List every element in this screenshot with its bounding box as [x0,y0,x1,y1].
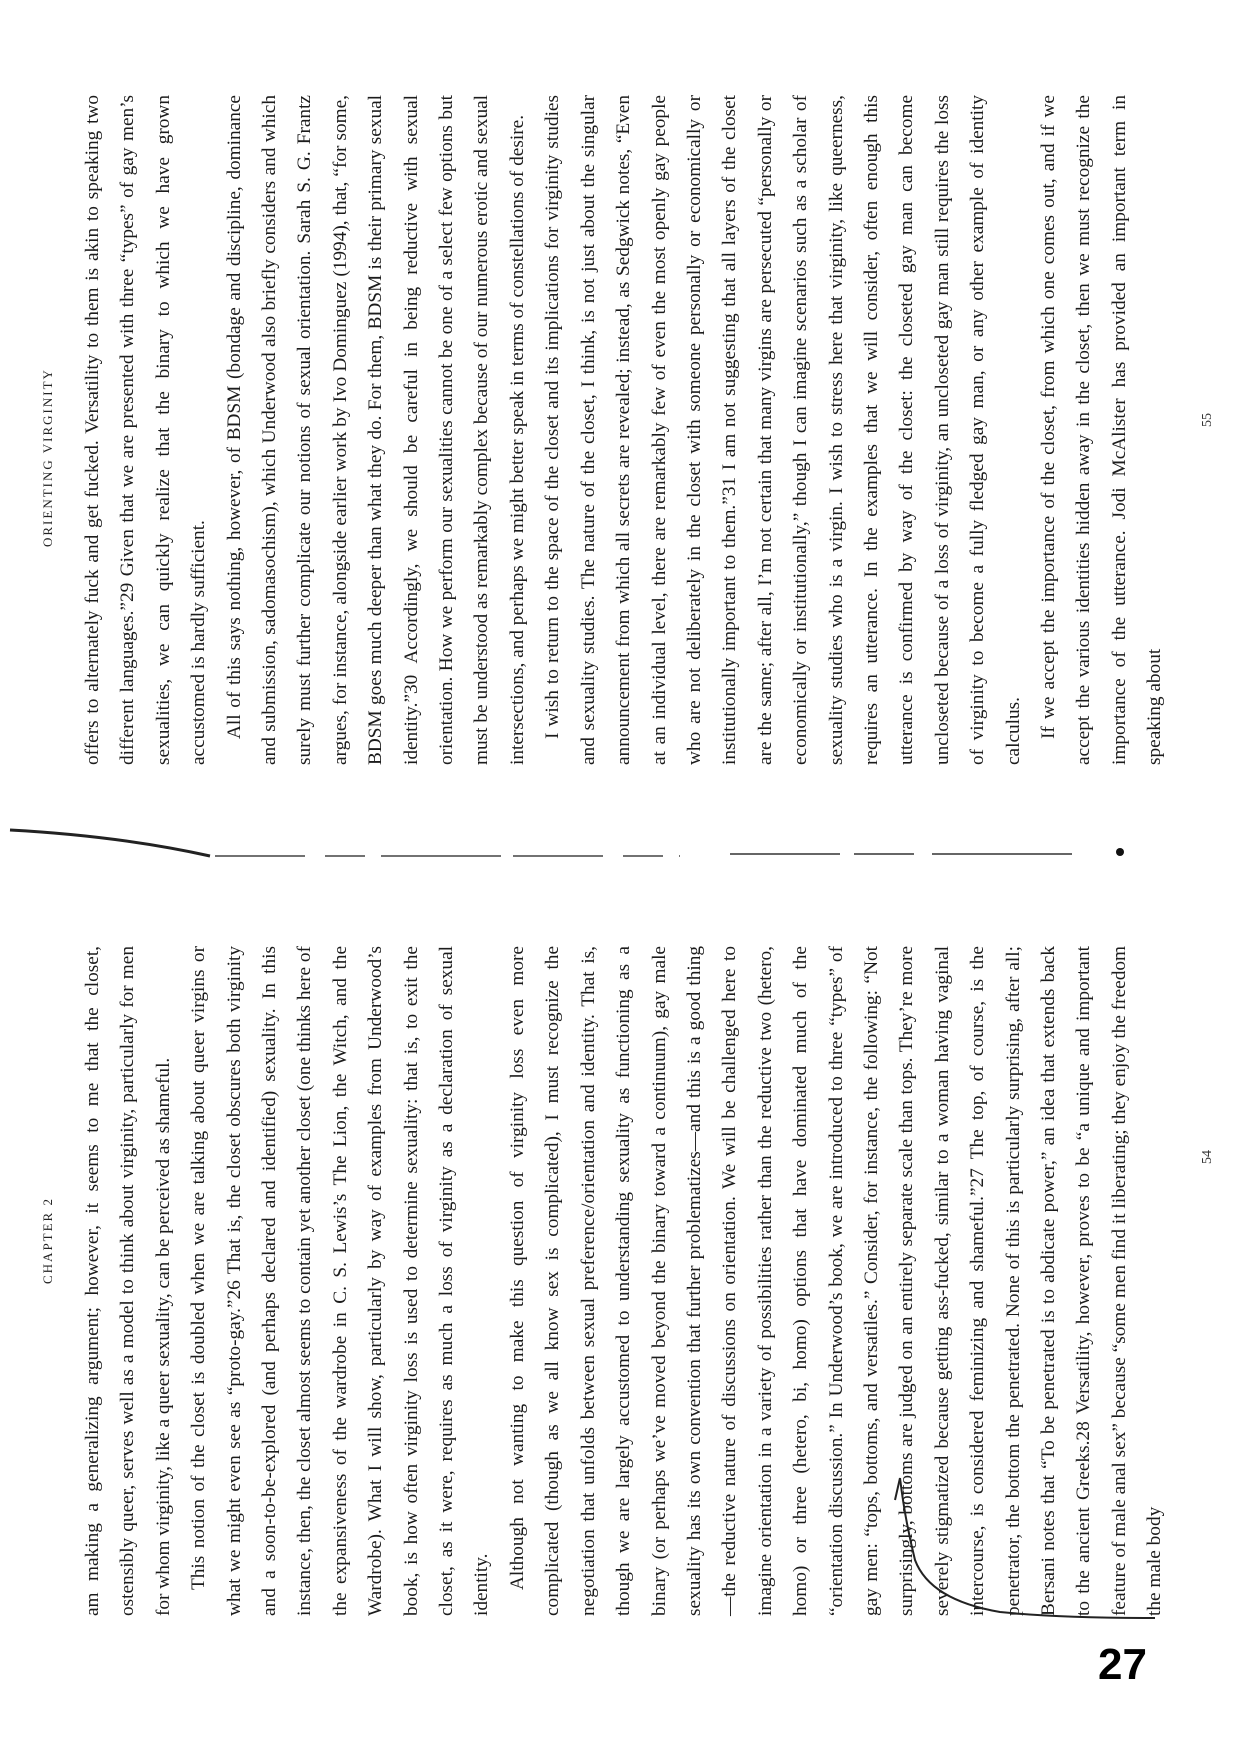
paragraph: I wish to return to the space of the closet and its implications for virginity studies and sexuality studies. The nature of the closet, I think, is not just about the singular announcement from which all secrets are revealed; instead, as Sedgwick notes, “Even at an individual level, there are remarkably few of even the most openly gay people who are not deliberately in the closet with someone personally or economically or institutionally important to them.”31 I am not suggesting that all layers of the closet are the same; after all, I’m not certain that many virgins are persecuted “personally or economically or institutionally,” though I can imagine scenarios such as a scholar of sexuality studies who is a virgin. I wish to stress here that virginity, like queerness, requires an utterance. In the examples that we will consider, often enough this utterance is confirmed by way of the closet: the closeted gay man can become uncloseted because of a loss of virginity, an uncloseted gay man still requires the loss of virginity to become a fully fledged gay man, or any other example of identity calculus. [542,95,1024,765]
page-number-left: 54 [1200,1150,1215,1164]
gutter-stroke [10,830,210,856]
paragraph: Although not wanting to make this question of virginity loss even more complicated (though as we all know sex is complicated), I must recognize the negotiation that unfolds between sexual preference/orientation and identity. That is, though we are largely accustomed to understanding sexuality as functioning as a binary (or perhaps we’ve moved beyond the binary toward a continuum), gay male sexuality has its own convention that further problematizes—and this is a good thing—the reductive nature of discussions on orientation. We will be challenged here to imagine orientation in a variety of possibilities rather than the reductive two (hetero, homo) or three (hetero, bi, homo) options that have dominated much of the “orientation discussion.” In Underwood’s book, we are introduced to three “types” of gay men: “tops, bottoms, and versatiles.” Consider, for instance, the following: “Not surprisingly, bottoms are judged on an entirely separate scale than tops. They’re more severely stigmatized because getting ass-fucked, similar to a woman having vaginal intercourse, is considered feminizing and shameful.”27 The top, of course, is the penetrator, the bottom the penetrated. None of this is particularly surprising, after all; Bersani notes that “To be penetrated is to abdicate power,” an idea that extends back to the ancient Greeks.28 Versatility, however, proves to be “a unique and important feature of male anal sex” because “some men find it liberating; they enjoy the freedom the male body [506,946,1166,1616]
sheet-number: 27 [1098,1640,1147,1689]
paragraph: This notion of the closet is doubled when we are talking about queer virgins or what we might even see as “proto-gay.”26 That is, the closet obscures both virginity and a soon-to-be-explored (and perhaps declared and identified) sexuality. In this instance, then, the closet almost seems to contain yet another closet (one thinks here of the expansiveness of the wardrobe in C. S. Lewis’s The Lion, the Witch, and the Wardrobe). What I will show, particularly by way of examples from Underwood’s book, is how often virginity loss is used to determine sexuality: that is, to exit the closet, as it were, requires as much a loss of virginity as a declaration of sexual identity. [188,946,493,1616]
paragraph: All of this says nothing, however, of BDSM (bondage and discipline, dominance and submission, sadomasochism), which Underwood also briefly considers and which surely must further complicate our notions of sexual orientation. Sarah S. G. Frantz argues, for instance, alongside earlier work by Ivo Dominguez (1994), that, “for some, BDSM goes much deeper than what they do. For them, BDSM is their primary sexual identity.”30 Accordingly, we should be careful in being reductive with sexual orientation. How we perform our sexualities cannot be one of a select few options but must be understood as remarkably complex because of our numerous erotic and sexual intersections, and perhaps we might better speak in terms of constellations of desire. [223,95,528,765]
margin-bracket-mark [895,1478,900,1500]
running-head-right: ORIENTING VIRGINITY [40,368,55,547]
paragraph: am making a generalizing argument; however, it seems to me that the closet, ostensibly queer, serves well as a model to think about virginity, particularly for men for whom virginity, like a queer sexuality, can be perceived as shameful. [82,946,174,1616]
ink-dot [1116,848,1124,856]
page-number-right: 55 [1200,413,1215,427]
paragraph: If we accept the importance of the closet, from which one comes out, and if we accept the various identities hidden away in the closet, then we must recognize the importance of the utterance. Jodi McAlister has provided an important term in speaking about [1037,95,1166,765]
running-head-left: CHAPTER 2 [40,1197,55,1284]
margin-bracket-mark [900,1478,1155,1618]
paragraph: offers to alternately fuck and get fucked. Versatility to them is akin to speaking two different languages.”29 Given that we are presented with three “types” of gay men’s sexualities, we can quickly realize that the binary to which we have grown accustomed is hardly sufficient. [82,95,210,765]
